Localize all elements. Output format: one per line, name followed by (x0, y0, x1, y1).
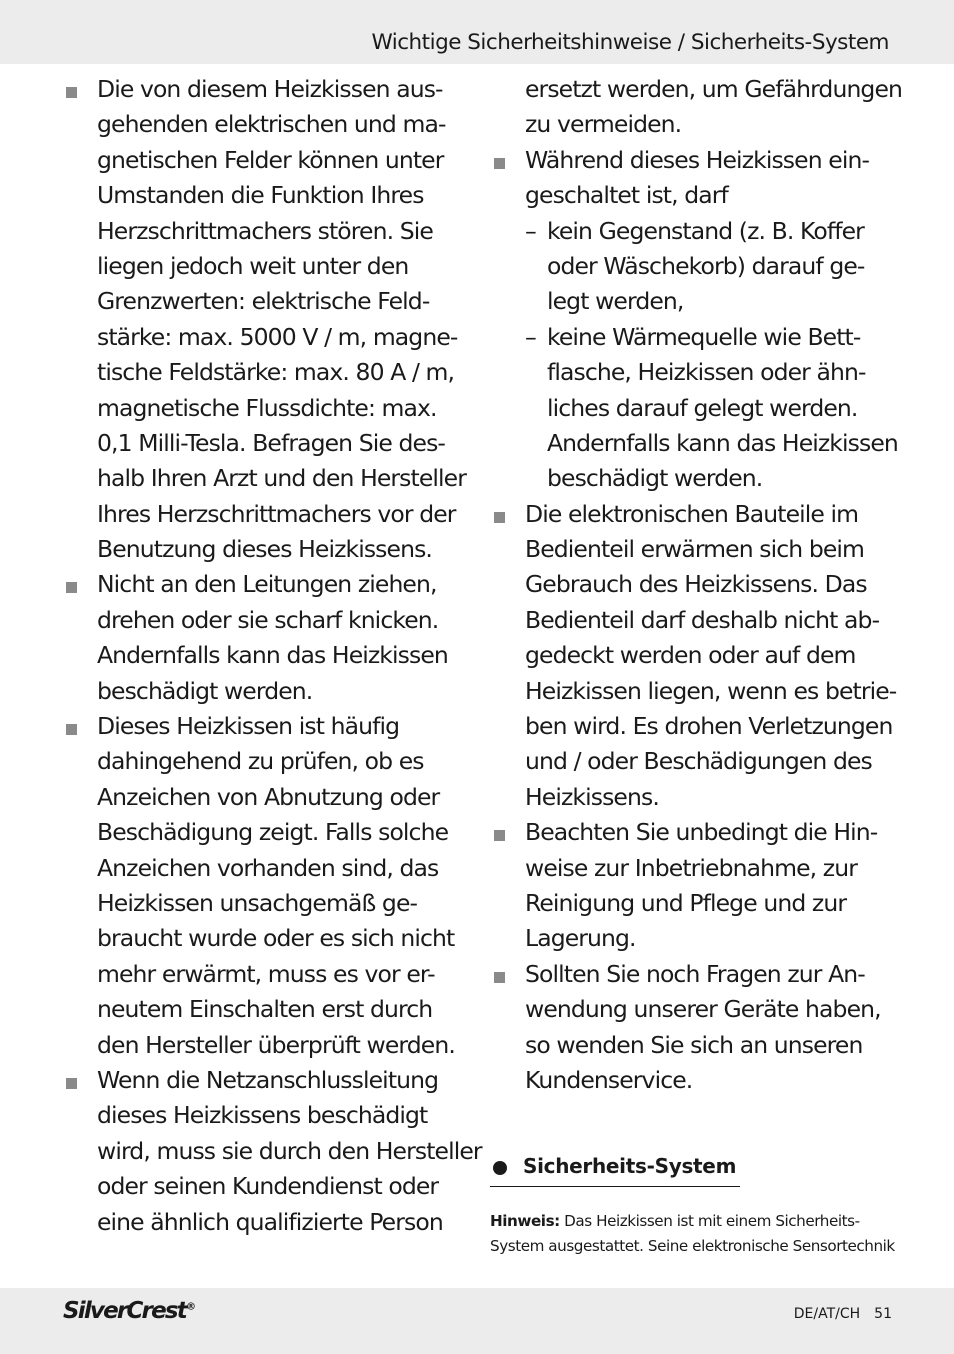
text-line (490, 921, 900, 956)
list-item-start (62, 1063, 472, 1098)
text-line (490, 461, 900, 496)
line-text: Grenzwerten: elektrische Feld- (97, 287, 430, 316)
text-line (490, 638, 900, 673)
text-line (62, 391, 472, 426)
text-line (490, 567, 900, 602)
text-line (62, 1098, 472, 1133)
dash-marker: – (525, 322, 536, 351)
text-line (490, 249, 900, 284)
text-line (62, 957, 472, 992)
line-text: Heizkissens. (525, 782, 659, 811)
square-bullet-icon (66, 87, 77, 98)
text-line (490, 780, 900, 815)
text-line (62, 461, 472, 496)
line-text: zu vermeiden. (525, 110, 682, 139)
line-text: Anzeichen vorhanden sind, das (97, 853, 439, 882)
text-line (490, 355, 900, 390)
text-line (490, 851, 900, 886)
line-text: magnetische Flussdichte: max. (97, 393, 437, 422)
text-line (62, 320, 472, 355)
text-line (62, 744, 472, 779)
text-line (62, 426, 472, 461)
note-text-1: Das Heizkissen ist mit einem Sicherheits- (564, 1212, 860, 1230)
page-header-title: Wichtige Sicherheitshinweise / Sicherheits-System (371, 30, 889, 55)
line-text: beschädigt werden. (97, 676, 313, 705)
square-bullet-icon (494, 830, 505, 841)
line-text: flasche, Heizkissen oder ähn- (547, 358, 866, 387)
line-text: liches darauf gelegt werden. (547, 393, 858, 422)
text-line (490, 886, 900, 921)
text-line (490, 532, 900, 567)
brand-logo-text: SilverCrest (63, 1298, 186, 1324)
list-item-start (62, 709, 472, 744)
line-text: Wenn die Netzanschlussleitung (97, 1065, 439, 1094)
line-text: ben wird. Es drohen Verletzungen (525, 712, 893, 741)
line-text: wendung unserer Geräte haben, (525, 995, 881, 1024)
text-line (490, 674, 900, 709)
note-text-2: System ausgestattet. Seine elektronische Sensortechnik (490, 1237, 895, 1255)
brand-logo (63, 1298, 196, 1324)
line-text: drehen oder sie scharf knicken. (97, 605, 439, 634)
line-text: Ihres Herzschrittmachers vor der (97, 499, 456, 528)
text-line (62, 532, 472, 567)
line-text: Bedienteil darf deshalb nicht ab- (525, 605, 880, 634)
square-bullet-icon (66, 724, 77, 735)
line-text: weise zur Inbetriebnahme, zur (525, 853, 857, 882)
left-text-column (62, 72, 482, 1240)
line-text: wird, muss sie durch den Hersteller (97, 1136, 482, 1165)
line-text: kein Gegenstand (z. B. Koffer (547, 216, 864, 245)
line-text: Andernfalls kann das Heizkissen (97, 641, 448, 670)
line-text: Dieses Heizkissen ist häufig (97, 712, 400, 741)
line-text: keine Wärmequelle wie Bett- (547, 322, 861, 351)
text-line (490, 992, 900, 1027)
line-text: Umstanden die Funktion Ihres (97, 181, 424, 210)
locale-label: DE/AT/CH (793, 1306, 861, 1322)
line-text: Nicht an den Leitungen ziehen, (97, 570, 437, 599)
note-line-2 (490, 1234, 900, 1259)
footer-meta (794, 1306, 892, 1322)
text-line (62, 178, 472, 213)
line-text: Bedienteil erwärmen sich beim (525, 535, 865, 564)
text-line (62, 921, 472, 956)
list-item-start (490, 815, 900, 850)
line-text: Andernfalls kann das Heizkissen (547, 428, 898, 457)
text-line (62, 214, 472, 249)
line-text: dieses Heizkissens beschädigt (97, 1101, 428, 1130)
line-text: eine ähnlich qualifizierte Person (97, 1207, 443, 1236)
line-text: gehenden elektrischen und ma- (97, 110, 446, 139)
text-line (490, 1028, 900, 1063)
right-text-column (490, 72, 903, 1098)
text-line (490, 284, 900, 319)
line-text: Heizkissen liegen, wenn es betrie- (525, 676, 897, 705)
line-text: braucht wurde oder es sich nicht (97, 924, 455, 953)
text-line (490, 107, 900, 142)
registered-mark: ® (185, 1301, 196, 1313)
line-text: den Hersteller überprüft werden. (97, 1030, 455, 1059)
text-line (490, 1063, 900, 1098)
line-text: beschädigt werden. (547, 464, 763, 493)
line-text: liegen jedoch weit unter den (97, 251, 409, 280)
list-item-start (490, 497, 900, 532)
line-text: 0,1 Milli-Tesla. Befragen Sie des- (97, 428, 446, 457)
text-line (62, 1134, 482, 1169)
text-line (62, 284, 472, 319)
text-line (62, 355, 472, 390)
text-line (490, 709, 900, 744)
section-heading (490, 1152, 740, 1187)
text-line (490, 744, 900, 779)
line-text: Anzeichen von Abnutzung oder (97, 782, 440, 811)
line-text: Kundenservice. (525, 1065, 693, 1094)
text-line (62, 1028, 472, 1063)
square-bullet-icon (494, 158, 505, 169)
text-line (62, 497, 472, 532)
text-line (62, 249, 472, 284)
square-bullet-icon (66, 1078, 77, 1089)
line-text: gedeckt werden oder auf dem (525, 641, 856, 670)
line-text: so wenden Sie sich an unseren (525, 1030, 863, 1059)
line-text: ersetzt werden, um Gefährdungen (525, 75, 903, 103)
list-item-start (490, 957, 900, 992)
line-text: Die elektronischen Bauteile im (525, 499, 859, 528)
line-text: halb Ihren Arzt und den Hersteller (97, 464, 466, 493)
line-text: oder seinen Kundendienst oder (97, 1172, 439, 1201)
text-line (62, 815, 472, 850)
square-bullet-icon (494, 972, 505, 983)
text-line (62, 638, 472, 673)
line-text: dahingehend zu prüfen, ob es (97, 747, 424, 776)
text-line (62, 603, 472, 638)
line-text: Reinigung und Pflege und zur (525, 888, 847, 917)
list-item-start (62, 72, 472, 107)
text-line (62, 674, 472, 709)
text-line (62, 1169, 472, 1204)
text-line (490, 72, 903, 107)
square-bullet-icon (66, 582, 77, 593)
line-text: geschaltet ist, darf (525, 181, 728, 210)
dash-marker: – (525, 216, 536, 245)
section-heading-text: Sicherheits-System (523, 1154, 737, 1178)
line-text: Beschädigung zeigt. Falls solche (97, 818, 449, 847)
text-line (62, 992, 472, 1027)
header-band (0, 0, 954, 64)
line-text: Die von diesem Heizkissen aus- (97, 75, 443, 103)
text-line (62, 107, 472, 142)
line-text: Sollten Sie noch Fragen zur An- (525, 959, 865, 988)
text-line (490, 426, 900, 461)
text-line (62, 851, 472, 886)
list-item-start (62, 567, 472, 602)
square-bullet-icon (494, 512, 505, 523)
note-label: Hinweis: (490, 1212, 560, 1230)
line-text: Heizkissen unsachgemäß ge- (97, 888, 418, 917)
text-line (62, 143, 472, 178)
note-paragraph (490, 1209, 900, 1259)
text-line (490, 214, 900, 249)
text-line (490, 320, 900, 355)
line-text: Herzschrittmachers stören. Sie (97, 216, 433, 245)
line-text: Beachten Sie unbedingt die Hin- (525, 818, 878, 847)
line-text: tische Feldstärke: max. 80 A / m, (97, 358, 455, 387)
line-text: stärke: max. 5000 V / m, magne- (97, 322, 458, 351)
text-line (490, 391, 900, 426)
text-line (62, 886, 472, 921)
text-line (62, 780, 472, 815)
line-text: und / oder Beschädigungen des (525, 747, 872, 776)
line-text: Benutzung dieses Heizkissens. (97, 535, 432, 564)
line-text: neutem Einschalten erst durch (97, 995, 433, 1024)
page-number: 51 (874, 1306, 892, 1322)
text-line (62, 1205, 472, 1240)
text-line (490, 603, 900, 638)
text-line (490, 178, 900, 213)
line-text: Lagerung. (525, 924, 636, 953)
line-text: Während dieses Heizkissen ein- (525, 145, 870, 174)
circle-bullet-icon (493, 1161, 507, 1175)
line-text: gnetischen Felder können unter (97, 145, 444, 174)
line-text: Gebrauch des Heizkissens. Das (525, 570, 867, 599)
note-line-1 (490, 1209, 900, 1234)
line-text: oder Wäschekorb) darauf ge- (547, 251, 865, 280)
line-text: legt werden, (547, 287, 684, 316)
list-item-start (490, 143, 900, 178)
line-text: mehr erwärmt, muss es vor er- (97, 959, 435, 988)
